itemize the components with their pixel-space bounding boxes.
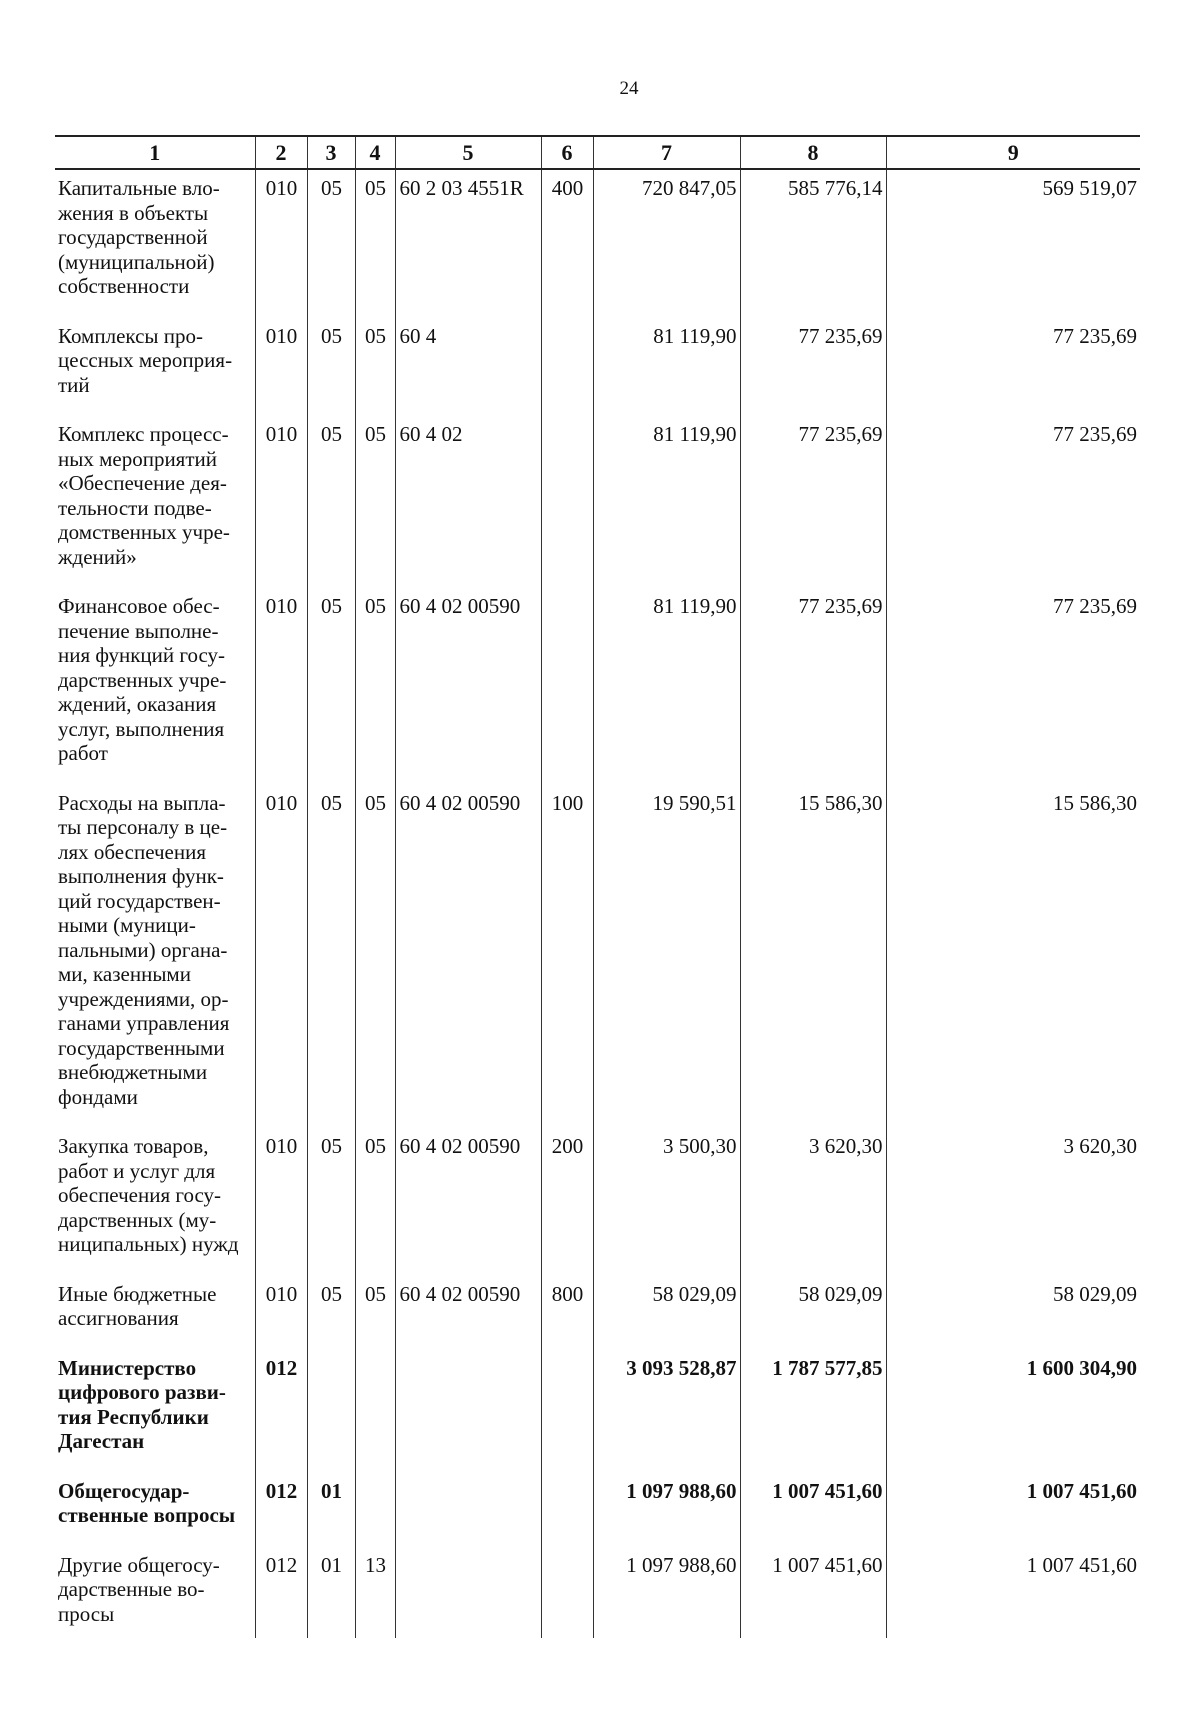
cell-subsection (355, 1471, 395, 1545)
cell-amount-8: 3 620,30 (740, 1126, 886, 1274)
cell-amount-8: 15 586,30 (740, 783, 886, 1127)
cell-expense-type (541, 316, 593, 415)
cell-name: Министерство цифрового разви- тия Республики Дагестан (58, 1355, 226, 1453)
header-cell-4: 4 (355, 136, 395, 169)
cell-subsection: 05 (355, 783, 395, 1127)
cell-amount-8: 1 007 451,60 (740, 1545, 886, 1639)
cell-amount-9: 15 586,30 (886, 783, 1140, 1127)
table-row (55, 586, 1140, 783)
cell-amount-9: 77 235,69 (886, 414, 1140, 586)
table-row (55, 316, 1140, 415)
table-row (55, 783, 1140, 1127)
cell-target-article: 60 4 02 00590 (395, 586, 541, 783)
cell-target-article: 60 4 02 00590 (395, 783, 541, 1127)
table-header (55, 136, 1140, 169)
cell-amount-9: 569 519,07 (886, 169, 1140, 316)
cell-amount-7: 3 093 528,87 (593, 1348, 740, 1471)
table-row (55, 1274, 1140, 1348)
cell-section: 01 (307, 1471, 355, 1545)
table-row (55, 1545, 1140, 1639)
cell-section: 05 (307, 316, 355, 415)
cell-ministry-code: 010 (255, 586, 307, 783)
header-cell-3: 3 (307, 136, 355, 169)
cell-name: Комплекс процесс- ных мероприятий «Обеспечение дея- тельности подве- домственных учре- ждений» (58, 422, 230, 569)
cell-amount-7: 81 119,90 (593, 414, 740, 586)
cell-section: 05 (307, 586, 355, 783)
cell-target-article: 60 4 (395, 316, 541, 415)
cell-amount-8: 77 235,69 (740, 414, 886, 586)
cell-amount-9: 1 600 304,90 (886, 1348, 1140, 1471)
budget-table (55, 135, 1140, 1638)
cell-target-article: 60 2 03 4551R (395, 169, 541, 316)
header-row (55, 136, 1140, 169)
cell-expense-type (541, 1471, 593, 1545)
cell-amount-7: 720 847,05 (593, 169, 740, 316)
cell-amount-7: 3 500,30 (593, 1126, 740, 1274)
cell-section: 05 (307, 1274, 355, 1348)
cell-target-article (395, 1348, 541, 1471)
cell-name: Финансовое обес- печение выполне- ния функций госу- дарственных учре- ждений, оказания услуг, выполнения работ (58, 594, 227, 765)
cell-amount-9: 1 007 451,60 (886, 1545, 1140, 1639)
cell-amount-7: 19 590,51 (593, 783, 740, 1127)
cell-target-article: 60 4 02 00590 (395, 1126, 541, 1274)
cell-amount-9: 1 007 451,60 (886, 1471, 1140, 1545)
cell-subsection (355, 1348, 395, 1471)
cell-subsection: 05 (355, 586, 395, 783)
cell-ministry-code: 010 (255, 1274, 307, 1348)
cell-ministry-code: 012 (255, 1348, 307, 1471)
cell-expense-type (541, 586, 593, 783)
cell-expense-type (541, 1348, 593, 1471)
cell-section (307, 1348, 355, 1471)
page-number: 24 (619, 78, 639, 99)
cell-expense-type (541, 414, 593, 586)
cell-amount-8: 1 007 451,60 (740, 1471, 886, 1545)
cell-expense-type: 400 (541, 169, 593, 316)
cell-name: Иные бюджетные ассигнования (58, 1281, 217, 1330)
cell-amount-9: 77 235,69 (886, 586, 1140, 783)
cell-ministry-code: 010 (255, 414, 307, 586)
cell-expense-type (541, 1545, 593, 1639)
cell-amount-7: 1 097 988,60 (593, 1545, 740, 1639)
cell-name: Расходы на выпла- ты персоналу в це- лях обеспечения выполнения функ- ций государствен- ными (муници- пальными) органа- ми, казенными учреждениями, ор- ганами управления государственными внебюджетными фондами (58, 790, 230, 1109)
header-cell-6: 6 (541, 136, 593, 169)
cell-subsection: 13 (355, 1545, 395, 1639)
cell-amount-8: 58 029,09 (740, 1274, 886, 1348)
table-body (55, 169, 1140, 1638)
cell-amount-7: 1 097 988,60 (593, 1471, 740, 1545)
cell-target-article: 60 4 02 (395, 414, 541, 586)
cell-amount-9: 77 235,69 (886, 316, 1140, 415)
table-row (55, 1126, 1140, 1274)
cell-expense-type: 100 (541, 783, 593, 1127)
cell-amount-8: 77 235,69 (740, 586, 886, 783)
cell-name: Капитальные вло- жения в объекты государственной (муниципальной) собственности (58, 176, 220, 298)
cell-ministry-code: 012 (255, 1545, 307, 1639)
table-row (55, 1348, 1140, 1471)
cell-amount-8: 1 787 577,85 (740, 1348, 886, 1471)
cell-subsection: 05 (355, 169, 395, 316)
cell-name: Закупка товаров, работ и услуг для обеспечения госу- дарственных (му- ниципальных) нужд (58, 1134, 239, 1256)
header-cell-8: 8 (740, 136, 886, 169)
cell-target-article: 60 4 02 00590 (395, 1274, 541, 1348)
cell-section: 05 (307, 169, 355, 316)
cell-name: Другие общегосу- дарственные во- просы (58, 1552, 220, 1626)
cell-section: 05 (307, 414, 355, 586)
cell-ministry-code: 010 (255, 1126, 307, 1274)
cell-section: 05 (307, 1126, 355, 1274)
cell-subsection: 05 (355, 1126, 395, 1274)
table-row (55, 169, 1140, 316)
cell-ministry-code: 010 (255, 169, 307, 316)
cell-ministry-code: 010 (255, 783, 307, 1127)
cell-amount-9: 3 620,30 (886, 1126, 1140, 1274)
header-cell-9: 9 (886, 136, 1140, 169)
header-cell-7: 7 (593, 136, 740, 169)
cell-name: Комплексы про- цессных мероприя- тий (58, 323, 233, 397)
cell-amount-7: 81 119,90 (593, 586, 740, 783)
cell-expense-type: 200 (541, 1126, 593, 1274)
cell-subsection: 05 (355, 316, 395, 415)
header-cell-2: 2 (255, 136, 307, 169)
cell-name: Общегосудар- ственные вопросы (58, 1478, 236, 1527)
cell-amount-8: 77 235,69 (740, 316, 886, 415)
cell-target-article (395, 1471, 541, 1545)
cell-amount-7: 81 119,90 (593, 316, 740, 415)
header-cell-1: 1 (55, 136, 255, 169)
header-cell-5: 5 (395, 136, 541, 169)
cell-section: 01 (307, 1545, 355, 1639)
cell-subsection: 05 (355, 414, 395, 586)
table-row (55, 414, 1140, 586)
cell-section: 05 (307, 783, 355, 1127)
cell-target-article (395, 1545, 541, 1639)
cell-amount-9: 58 029,09 (886, 1274, 1140, 1348)
cell-amount-8: 585 776,14 (740, 169, 886, 316)
cell-ministry-code: 012 (255, 1471, 307, 1545)
cell-subsection: 05 (355, 1274, 395, 1348)
cell-amount-7: 58 029,09 (593, 1274, 740, 1348)
table-row (55, 1471, 1140, 1545)
cell-ministry-code: 010 (255, 316, 307, 415)
cell-expense-type: 800 (541, 1274, 593, 1348)
